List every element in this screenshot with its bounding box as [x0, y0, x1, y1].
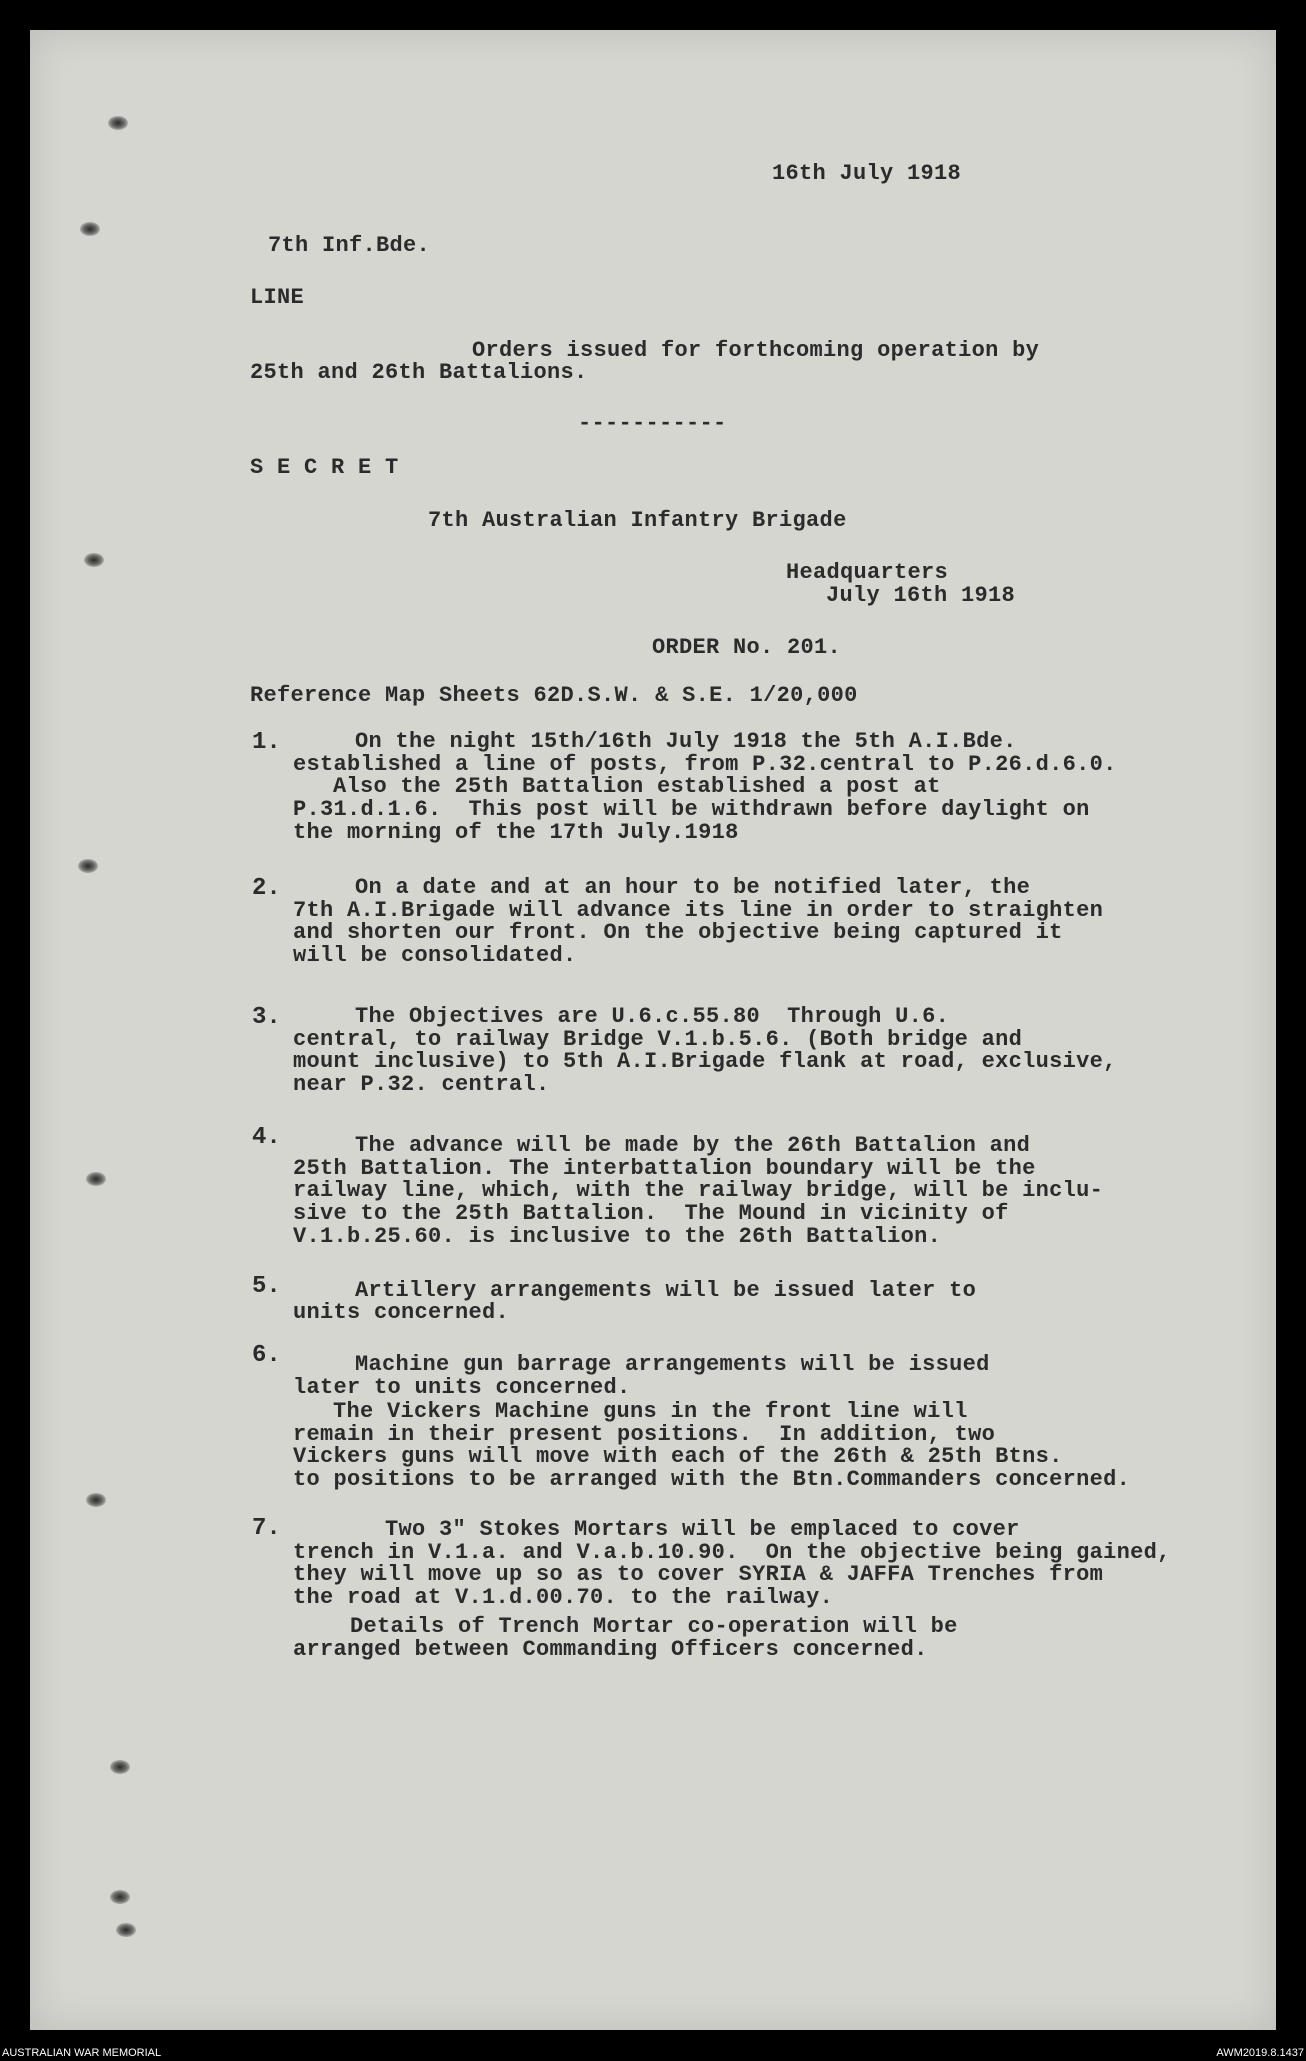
- archive-reference: AWM2019.8.1437: [1216, 2047, 1304, 2059]
- punch-hole: [78, 859, 98, 873]
- paragraph-line: mount inclusive) to 5th A.I.Brigade flank at road, exclusive,: [293, 1049, 1117, 1074]
- paragraph-line: units concerned.: [293, 1300, 510, 1325]
- separator-rule: -----------: [578, 411, 727, 436]
- line-label: LINE: [250, 285, 305, 310]
- punch-hole: [116, 1923, 136, 1937]
- paragraph-line: P.31.d.1.6. This post will be withdrawn before daylight on: [293, 797, 1090, 822]
- paragraph-line: railway line, which, with the railway bridge, will be inclu-: [293, 1178, 1104, 1203]
- paragraph-line: Machine gun barrage arrangements will be issued: [355, 1352, 990, 1377]
- paragraph-line: Artillery arrangements will be issued later to: [355, 1278, 977, 1303]
- punch-hole: [108, 116, 128, 130]
- paragraph-line: they will move up so as to cover SYRIA & JAFFA Trenches from: [293, 1562, 1104, 1587]
- paragraph-line: the road at V.1.d.00.70. to the railway.: [293, 1585, 834, 1610]
- punch-hole: [86, 1493, 106, 1507]
- paragraph-line: trench in V.1.a. and V.a.b.10.90. On the objective being gained,: [293, 1540, 1171, 1565]
- paragraph-line: V.1.b.25.60. is inclusive to the 26th Battalion.: [293, 1224, 942, 1249]
- punch-hole: [110, 1890, 130, 1904]
- classification: S E C R E T: [250, 455, 399, 480]
- paragraph-line: will be consolidated.: [293, 943, 577, 968]
- archive-credit: AUSTRALIAN WAR MEMORIAL: [2, 2047, 162, 2059]
- subject-line: Orders issued for forthcoming operation by: [472, 338, 1040, 363]
- punch-hole: [80, 222, 100, 236]
- hq-label: Headquarters: [786, 560, 949, 585]
- paragraph-line: the morning of the 17th July.1918: [293, 820, 739, 845]
- paragraph-line: Vickers guns will move with each of the 26th & 25th Btns.: [293, 1444, 1063, 1469]
- punch-hole: [110, 1760, 130, 1774]
- paragraph-line: arranged between Commanding Officers concerned.: [293, 1637, 928, 1662]
- paragraph-number: 4.: [252, 1124, 281, 1151]
- paragraph-line: 25th Battalion. The interbattalion boundary will be the: [293, 1156, 1036, 1181]
- paragraph-line: later to units concerned.: [293, 1375, 631, 1400]
- paragraph-line: Details of Trench Mortar co-operation will be: [350, 1614, 958, 1639]
- paragraph-number: 7.: [252, 1515, 281, 1542]
- subject-line: 25th and 26th Battalions.: [250, 360, 588, 385]
- paragraph-line: On the night 15th/16th July 1918 the 5th A.I.Bde.: [355, 729, 1017, 754]
- paragraph-line: to positions to be arranged with the Btn.Commanders concerned.: [293, 1467, 1131, 1492]
- hq-date: July 16th 1918: [826, 583, 1016, 608]
- map-reference: Reference Map Sheets 62D.S.W. & S.E. 1/20,000: [250, 683, 858, 708]
- paragraph-line: remain in their present positions. In addition, two: [293, 1422, 996, 1447]
- paragraph-number: 1.: [252, 729, 281, 756]
- paragraph-line: Also the 25th Battalion established a post at: [333, 774, 941, 799]
- order-number: ORDER No. 201.: [652, 635, 842, 660]
- paragraph-number: 3.: [252, 1004, 281, 1031]
- paragraph-line: The advance will be made by the 26th Battalion and: [355, 1133, 1031, 1158]
- paragraph-number: 6.: [252, 1342, 281, 1369]
- paragraph-number: 2.: [252, 875, 281, 902]
- paragraph-line: The Objectives are U.6.c.55.80 Through U.6.: [355, 1004, 950, 1029]
- paragraph-line: central, to railway Bridge V.1.b.5.6. (Both bridge and: [293, 1027, 1023, 1052]
- paragraph-line: On a date and at an hour to be notified later, the: [355, 875, 1031, 900]
- paragraph-line: and shorten our front. On the objective being captured it: [293, 920, 1063, 945]
- addressee: 7th Inf.Bde.: [268, 233, 431, 258]
- paragraph-line: The Vickers Machine guns in the front line will: [333, 1399, 968, 1424]
- paragraph-line: Two 3" Stokes Mortars will be emplaced to cover: [385, 1517, 1020, 1542]
- paragraph-line: established a line of posts, from P.32.central to P.26.d.6.0.: [293, 752, 1117, 777]
- paragraph-number: 5.: [252, 1273, 281, 1300]
- paragraph-line: 7th A.I.Brigade will advance its line in order to straighten: [293, 898, 1104, 923]
- document-date: 16th July 1918: [772, 161, 962, 186]
- paragraph-line: near P.32. central.: [293, 1072, 550, 1097]
- punch-hole: [86, 1172, 106, 1186]
- paragraph-line: sive to the 25th Battalion. The Mound in vicinity of: [293, 1201, 1009, 1226]
- unit-name: 7th Australian Infantry Brigade: [428, 508, 847, 533]
- punch-hole: [84, 553, 104, 567]
